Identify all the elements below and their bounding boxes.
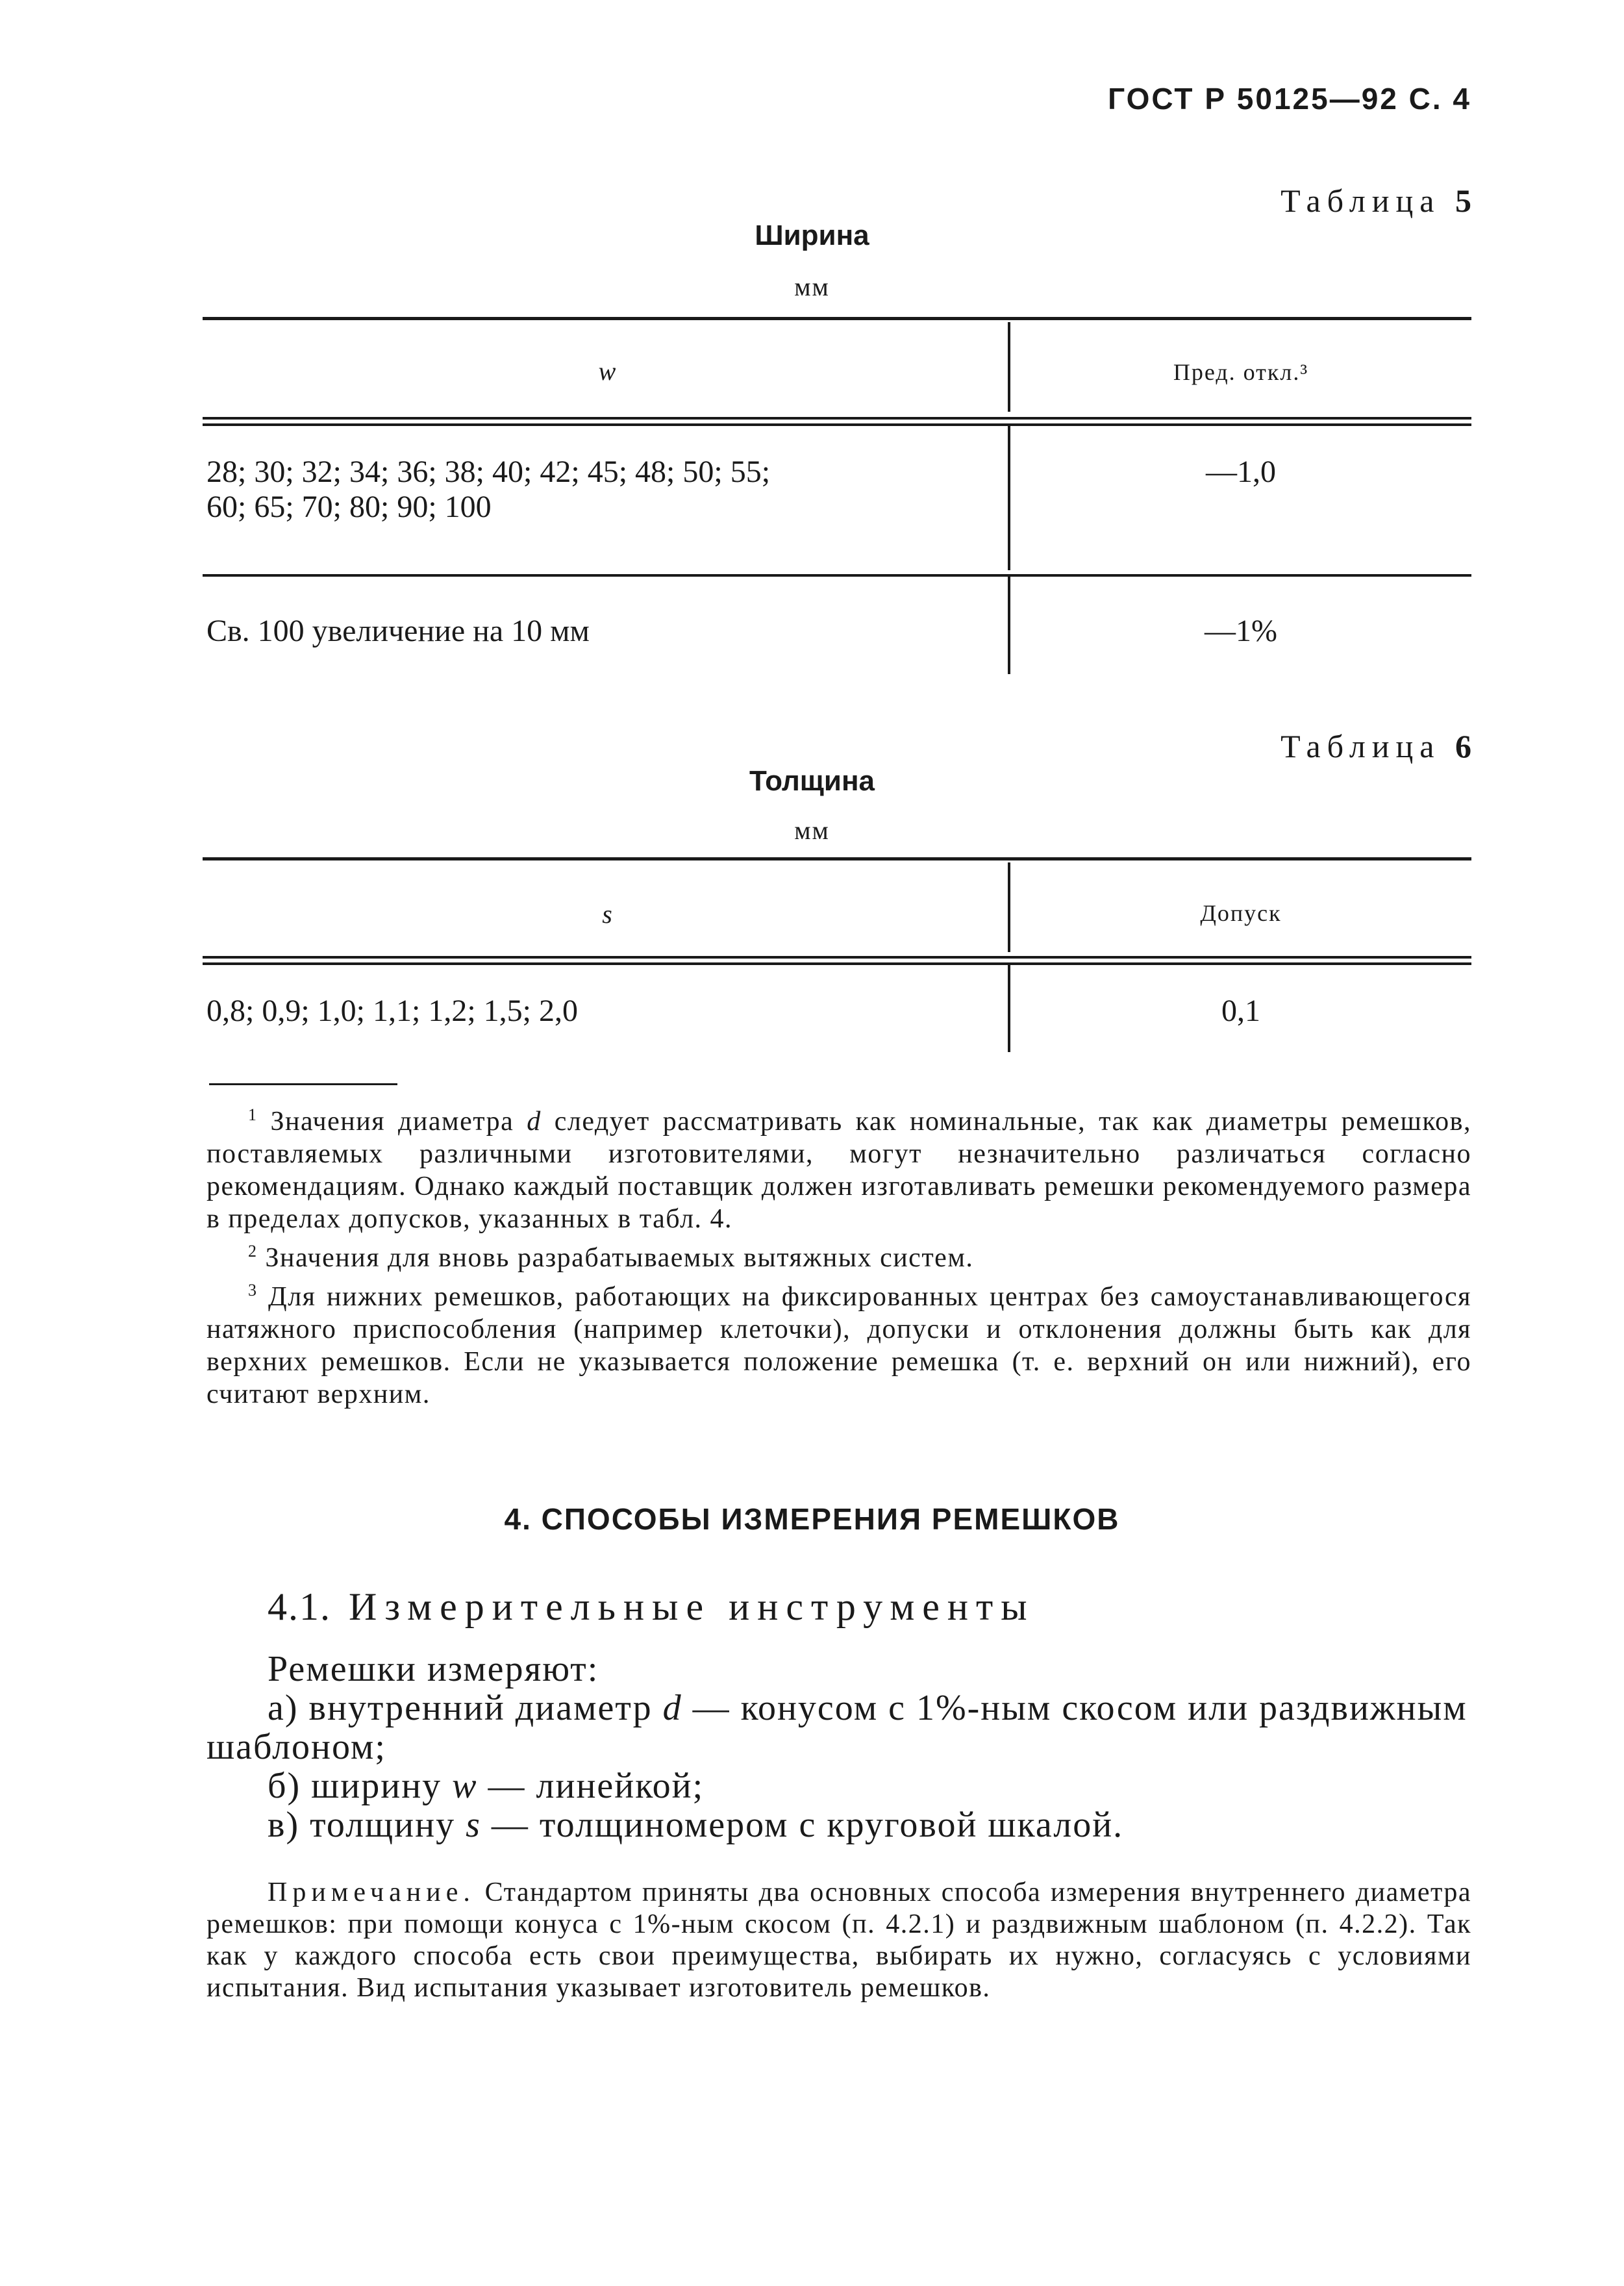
measurement-item-c: [206, 1805, 1471, 1844]
item-c-pre: в) толщину: [268, 1805, 466, 1845]
table6-header-rule-2: [203, 962, 1471, 965]
item-c-post: — толщиномером с круговой шкалой.: [481, 1805, 1124, 1845]
note-body: [206, 1877, 1471, 2004]
table6-header-rule-1: [203, 956, 1471, 959]
table6-label: [1280, 727, 1471, 765]
table5-header-tolerance: Пред. откл.³: [1173, 359, 1309, 385]
table5-row1-tolerance: —1,0: [1206, 455, 1276, 489]
table5-row2-tolerance: —1%: [1205, 614, 1277, 648]
footnote-1-text-a: Значения диаметра: [257, 1107, 527, 1137]
footnote-separator: [209, 1083, 397, 1085]
table6-header-s: s: [602, 899, 612, 929]
table6-top-rule: [203, 857, 1471, 860]
footnote-1-text-b: следует рассматривать как номинальные, так как диаметры ремешков, поставляемых различными изготовителями, могут незначительно различаться согласно рекомендациям. Однако каждый поставщик должен изготавливать ремешки рекомендуемого размера в пределах допусков, указанных в табл. 4.: [206, 1107, 1471, 1234]
table6-title: Толщина: [749, 765, 875, 797]
table5-row1-values: [206, 455, 986, 525]
footnote-3-mark: 3: [248, 1281, 258, 1300]
item-c-var: s: [466, 1805, 481, 1845]
footnote-3: [206, 1274, 1471, 1411]
table5-top-rule: [203, 317, 1471, 320]
table5-unit: мм: [794, 272, 830, 301]
item-b-post: — линейкой;: [477, 1766, 705, 1806]
measurement-item-a: [206, 1689, 1471, 1766]
table5-row-rule: [203, 574, 1471, 577]
measurement-intro: Ремешки измеряют:: [268, 1649, 599, 1689]
table6-header-tolerance: Допуск: [1200, 900, 1282, 926]
table6-row1-tolerance: 0,1: [1221, 994, 1260, 1028]
table5-col-divider: [1008, 426, 1010, 570]
table5-row1-line2: 60; 65; 70; 80; 90; 100: [206, 490, 492, 524]
footnote-3-text: Для нижних ремешков, работающих на фиксированных центрах без самоустанавливающегося натяжного приспособления (например клеточки), допуски и отклонения должны быть как для верхних ремешков. Если не указывается положение ремешка (т. е. верхний он или нижний), его считают верхним.: [206, 1282, 1471, 1409]
footnote-1-mark: 1: [248, 1105, 258, 1124]
table6-unit: мм: [794, 816, 830, 845]
subsection-number: 4.1.: [268, 1585, 331, 1628]
table5-label: [1280, 182, 1471, 220]
table6-number: 6: [1455, 728, 1471, 764]
item-a-var: d: [662, 1688, 682, 1728]
table5-header-rule-1: [203, 417, 1471, 420]
page-header: ГОСТ Р 50125—92 С. 4: [1108, 82, 1471, 116]
item-b-pre: б) ширину: [268, 1766, 453, 1806]
table6-label-text: Таблица: [1280, 728, 1441, 764]
measurement-list: [206, 1650, 1471, 1844]
subsection-heading: [268, 1585, 1035, 1629]
note-label: Примечание.: [268, 1878, 475, 1907]
table5-title: Ширина: [755, 220, 869, 251]
footnote-1: [206, 1099, 1471, 1235]
footnotes: [206, 1099, 1471, 1411]
footnote-1-var: d: [527, 1107, 542, 1137]
table5-row1-line1: 28; 30; 32; 34; 36; 38; 40; 42; 45; 48; 50; 55;: [206, 455, 771, 489]
table5-number: 5: [1455, 182, 1471, 219]
note-paragraph: [206, 1877, 1471, 2004]
item-a-post: — конусом с 1%-ным скосом или раздвижным шаблоном;: [206, 1688, 1468, 1767]
footnote-2-text: Значения для вновь разрабатываемых вытяжных систем.: [257, 1243, 974, 1273]
section-heading: 4. СПОСОБЫ ИЗМЕРЕНИЯ РЕМЕШКОВ: [504, 1502, 1120, 1536]
table5-header-w: w: [598, 357, 616, 386]
table5-label-text: Таблица: [1280, 182, 1441, 219]
table5-header-rule-2: [203, 423, 1471, 426]
measurement-item-b: [206, 1766, 1471, 1805]
note-text: Стандартом приняты два основных способа измерения внутреннего диаметра ремешков: при помощи конуса с 1%-ным скосом (п. 4.2.1) и раздвижным шаблоном (п. 4.2.2). Так как у каждого способа есть свои преимущества, выбирать их нужно, согласуясь с условиями испытания. Вид испытания указывает изготовитель ремешков.: [206, 1878, 1471, 2003]
subsection-title: Измерительные инструменты: [349, 1585, 1035, 1628]
table6-row1-values: 0,8; 0,9; 1,0; 1,1; 1,2; 1,5; 2,0: [206, 994, 579, 1028]
table5-row2-values: Св. 100 увеличение на 10 мм: [206, 614, 590, 648]
item-b-var: w: [452, 1766, 478, 1806]
footnote-2-mark: 2: [248, 1242, 258, 1261]
item-a-pre: а) внутренний диаметр: [268, 1688, 663, 1728]
footnote-2: [206, 1235, 1471, 1274]
